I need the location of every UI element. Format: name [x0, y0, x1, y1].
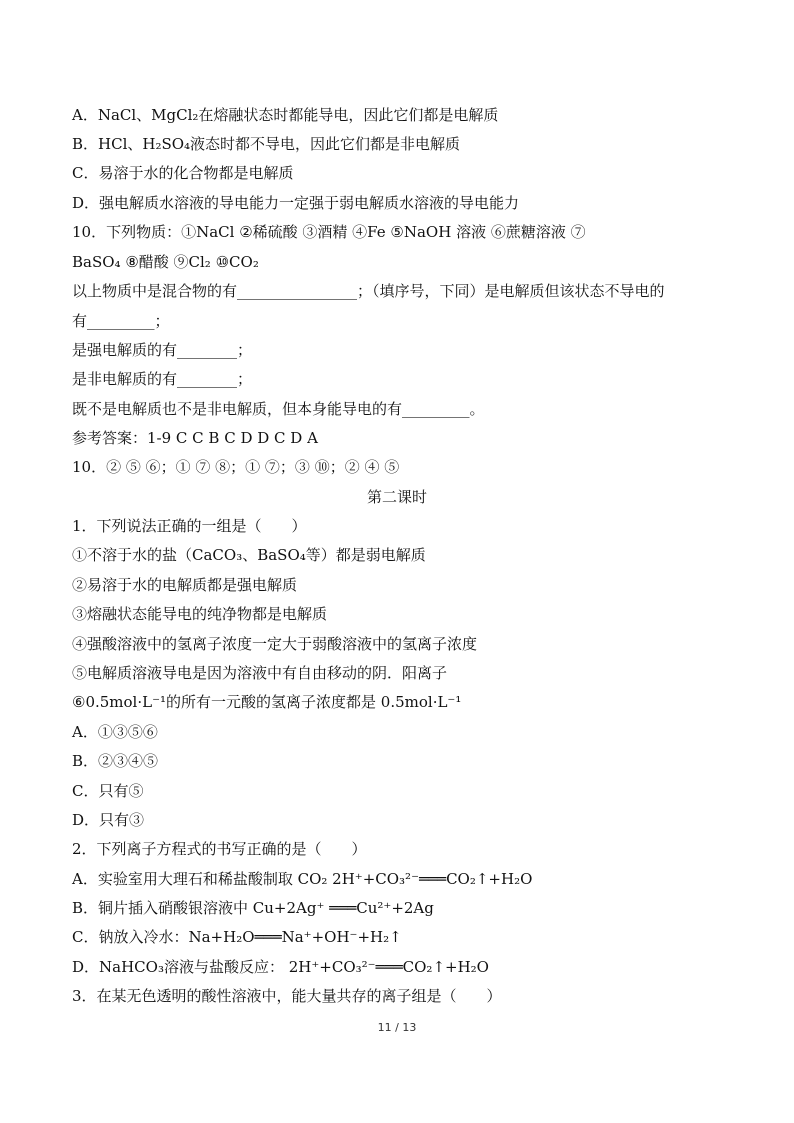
question-2-option-b: B．铜片插入硝酸银溶液中 Cu+2Ag⁺ ═══Cu²⁺+2Ag — [72, 899, 434, 917]
question-1-statement-1: ①不溶于水的盐（CaCO₃、BaSO₄等）都是弱电解质 — [72, 546, 426, 564]
question-1-statement-3: ③熔融状态能导电的纯净物都是电解质 — [72, 605, 328, 623]
question-10-stem-continued: BaSO₄ ⑧醋酸 ⑨Cl₂ ⑩CO₂ — [72, 253, 259, 271]
question-2-option-c: C．钠放入冷水：Na+H₂O═══Na⁺+OH⁻+H₂↑ — [72, 928, 402, 946]
question-9-option-b: B．HCl、H₂SO₄液态时都不导电，因此它们都是非电解质 — [72, 135, 461, 153]
question-1-statement-6: ⑥0.5mol·L⁻¹的所有一元酸的氢离子浓度都是 0.5mol·L⁻¹ — [72, 693, 462, 711]
question-9-option-a: A．NaCl、MgCl₂在熔融状态时都能导电，因此它们都是电解质 — [72, 106, 499, 124]
question-9-option-c: C．易溶于水的化合物都是电解质 — [72, 164, 294, 182]
question-1-statement-4: ④强酸溶液中的氢离子浓度一定大于弱酸溶液中的氢离子浓度 — [72, 635, 478, 653]
question-10-stem: 10．下列物质：①NaCl ②稀硫酸 ③酒精 ④Fe ⑤NaOH 溶液 ⑥蔗糖溶液 ⑦ — [72, 223, 586, 241]
question-1-option-d: D．只有③ — [72, 811, 145, 829]
question-10-blank-continued: 有_________； — [72, 312, 170, 330]
question-1-stem: 1．下列说法正确的一组是（ ） — [72, 517, 307, 535]
question-10-blank-strong: 是强电解质的有________； — [72, 341, 253, 359]
question-1-statement-5: ⑤电解质溶液导电是因为溶液中有自由移动的阴．阳离子 — [72, 664, 448, 682]
question-10-blank-mixtures: 以上物质中是混合物的有________________；（填序号，下同）是电解质但该状态不导电的 — [72, 282, 665, 300]
question-3-stem: 3．在某无色透明的酸性溶液中，能大量共存的离子组是（ ） — [72, 987, 502, 1005]
section-heading: 第二课时 — [366, 488, 427, 506]
question-1-option-a: A．①③⑤⑥ — [72, 723, 158, 741]
question-2-option-d: D．NaHCO₃溶液与盐酸反应： 2H⁺+CO₃²⁻═══CO₂↑+H₂O — [72, 958, 489, 976]
page-number: 11 / 13 — [377, 1021, 417, 1034]
question-10-blank-nonelectrolyte: 是非电解质的有________； — [72, 370, 253, 388]
question-1-option-b: B．②③④⑤ — [72, 752, 159, 770]
question-9-option-d: D．强电解质水溶液的导电能力一定强于弱电解质水溶液的导电能力 — [72, 194, 520, 212]
question-1-option-c: C．只有⑤ — [72, 782, 144, 800]
question-1-statement-2: ②易溶于水的电解质都是强电解质 — [72, 576, 298, 594]
question-2-stem: 2．下列离子方程式的书写正确的是（ ） — [72, 840, 367, 858]
answer-key-1-9: 参考答案：1-9 C C B C D D C D A — [72, 429, 318, 447]
question-2-option-a: A．实验室用大理石和稀盐酸制取 CO₂ 2H⁺+CO₃²⁻═══CO₂↑+H₂O — [72, 870, 533, 888]
answer-key-10: 10．② ⑤ ⑥；① ⑦ ⑧；① ⑦；③ ⑩；② ④ ⑤ — [72, 458, 400, 476]
question-10-blank-conductive: 既不是电解质也不是非电解质，但本身能导电的有_________。 — [72, 400, 485, 418]
